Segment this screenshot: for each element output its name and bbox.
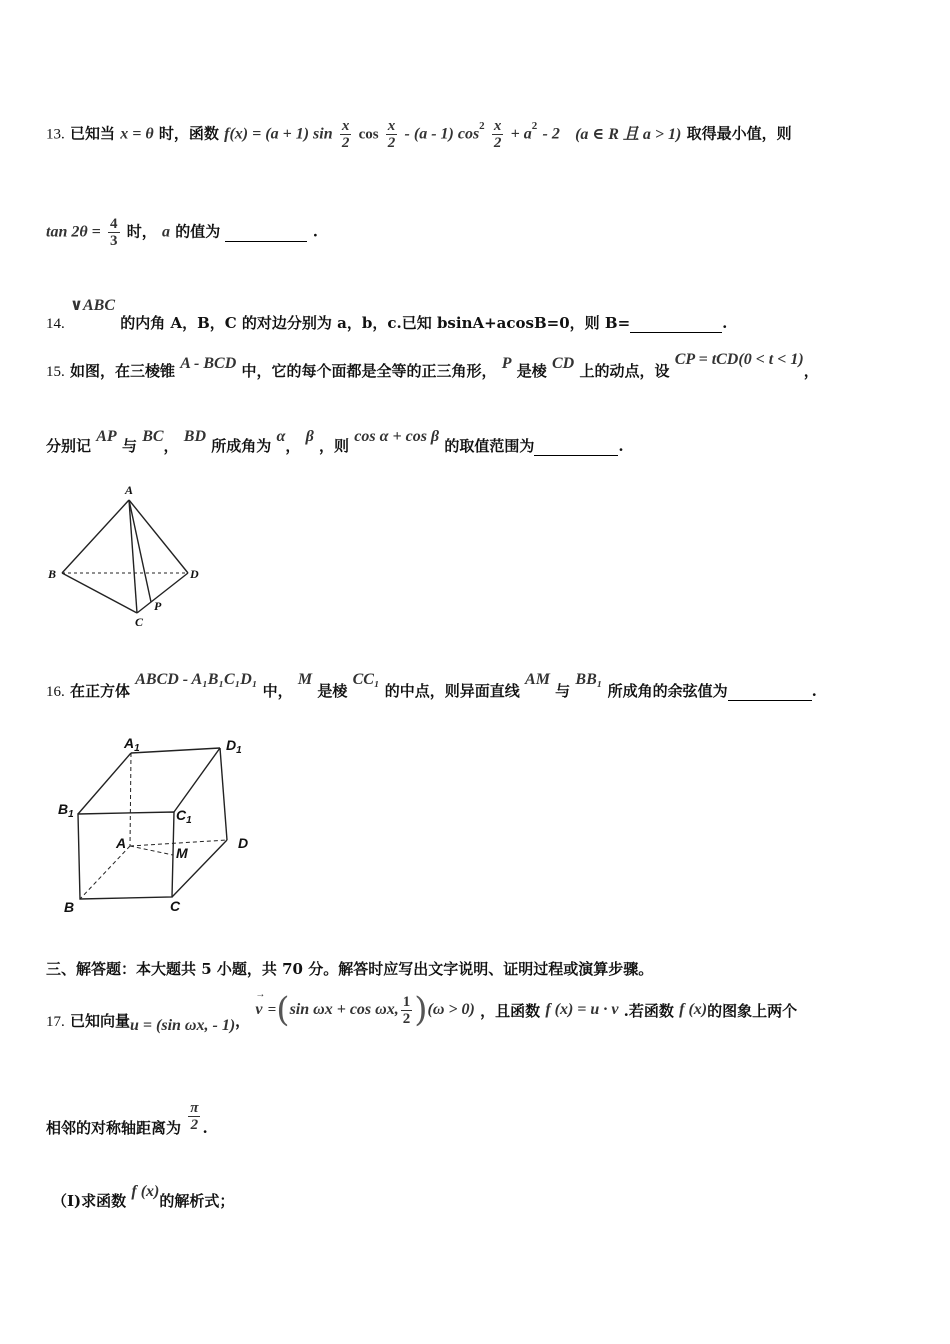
- q15-ap: AP: [96, 428, 117, 445]
- q17-pi-frac: $\frac{\pi}{2}$: [190, 1100, 199, 1133]
- q13-func: f(x) = (a + 1) sin: [224, 125, 333, 143]
- edge-AA1: [130, 753, 131, 846]
- label-A: A: [125, 483, 134, 497]
- q16-t4: 的中点，则异面直线: [384, 682, 520, 700]
- q13-number: 13.: [46, 126, 65, 143]
- label-C: C: [170, 898, 181, 914]
- q15-alpha: α: [276, 428, 286, 445]
- q13-line1: [46, 118, 792, 151]
- q17-part1-text: （Ⅰ)求函数: [52, 1192, 127, 1210]
- label-D: D: [190, 567, 199, 581]
- q15-p: P: [501, 355, 512, 372]
- q13-value: 的值为: [175, 222, 221, 241]
- q15-pyramid: A - BCD: [180, 355, 237, 372]
- q13-minus2: - 2: [542, 125, 560, 143]
- label-D: D: [238, 835, 249, 851]
- q13-cos: cos: [358, 126, 379, 143]
- q16-bb1: BB₁: [575, 671, 603, 688]
- q17-t5: 相邻的对称轴距离为: [46, 1118, 182, 1137]
- label-C: C: [135, 615, 144, 629]
- label-P: P: [154, 599, 162, 613]
- q17-part1: [52, 1180, 235, 1210]
- q17-eq: =: [267, 1002, 277, 1018]
- q14-blank: [630, 314, 722, 333]
- q17-t4: 的图象上两个: [707, 1002, 798, 1020]
- q13-tan: tan 2θ =: [46, 223, 101, 241]
- q14-number: 14.: [46, 316, 65, 332]
- q13-minus-part: - (a - 1) cos: [404, 125, 480, 143]
- q15-t2: 中，它的每个面都是全等的正三角形，: [241, 362, 497, 380]
- q17-omega: (ω > 0): [427, 1001, 475, 1018]
- q17-t1: 已知向量: [69, 1012, 130, 1030]
- q13-sq2: 2: [531, 119, 538, 132]
- q14-line: [46, 297, 728, 332]
- edge-AB: [62, 500, 129, 573]
- edge-B1A1: [78, 753, 131, 814]
- label-A: A: [116, 835, 127, 851]
- q14-text: 的内角 A，B，C 的对边分别为 a，b，c.已知 bsinA+acosB=0，则 B=: [120, 314, 631, 332]
- tetrahedron-figure: [40, 480, 220, 630]
- q13-shi-hanshu: 时，函数: [158, 124, 219, 143]
- edge-A1D1: [131, 748, 220, 753]
- section3-title: 三、解答题：本大题共 5 小题，共 70 分。解答时应写出文字说明、证明过程或演算步骤。: [46, 960, 654, 978]
- q13-cond: x = θ: [120, 125, 154, 143]
- q15-t1: 如图，在三棱锥: [69, 362, 175, 380]
- q13-shi: 时，: [126, 222, 157, 241]
- q17-t3: .若函数: [623, 1002, 674, 1020]
- q17-number: 17.: [46, 1014, 65, 1030]
- q17-half: $\frac{1}{2}$: [402, 993, 411, 1027]
- q13-frac2: $\frac{x}{2}$: [387, 118, 396, 151]
- label-B: B: [64, 899, 75, 915]
- edge-CD: [137, 573, 188, 613]
- label-C1: $C_1$: [176, 807, 192, 826]
- q13-frac-43: $\frac{4}{3}$: [110, 216, 118, 249]
- label-D1: $D_1$: [226, 737, 242, 756]
- q13-end: .: [312, 222, 318, 241]
- q16-m: M: [297, 671, 313, 688]
- q15-t5: 分别记: [46, 437, 92, 455]
- q17-line2: [46, 1100, 208, 1137]
- q15-ze: ，则: [319, 437, 350, 455]
- q17-u: u = (sin ωx, - 1): [130, 1017, 236, 1034]
- q15-line1: [46, 351, 819, 380]
- edge-BC: [62, 573, 137, 613]
- q15-bd: BD: [183, 428, 207, 445]
- q17-v-inner: sin ωx + cos ωx,: [289, 1001, 399, 1018]
- q17-part1-fx: f (x): [131, 1183, 160, 1200]
- q15-number: 15.: [46, 364, 65, 380]
- q15-bc: BC: [142, 428, 164, 445]
- label-B1: $B_1$: [58, 801, 74, 820]
- q15-cd: CD: [552, 355, 575, 372]
- q15-yu: 与: [121, 437, 137, 455]
- q15-blank: [534, 437, 618, 456]
- q15-beta: β: [305, 428, 314, 445]
- edge-AB: [80, 846, 130, 899]
- q17-end: .: [202, 1118, 208, 1137]
- q17-line1: 17. 已知向量u = (sin ωx, - 1)， → v =(sin ωx + cos ωx, $\frac{1}{2}$ )(ω > 0) ，且函数 f (x) = u · v .若函数 f (x)的图象上两个: [46, 989, 798, 1034]
- q17-comma: ，: [235, 1012, 251, 1030]
- label-M: M: [176, 845, 188, 861]
- q16-t1: 在正方体: [69, 682, 130, 700]
- q15-t3: 是棱: [516, 362, 547, 380]
- q13-result: 取得最小值，则: [686, 124, 792, 143]
- q17-part1-end: 的解析式；: [159, 1192, 235, 1210]
- q15-expr: cos α + cos β: [354, 428, 440, 445]
- q16-t5: 所成角的余弦值为: [607, 682, 728, 700]
- edge-AD: [129, 500, 188, 573]
- q15-range: (0 < t < 1): [738, 351, 804, 368]
- q13-sq: 2: [479, 119, 485, 132]
- q16-t3: 是棱: [317, 682, 348, 700]
- q15-t6: 所成角为: [211, 437, 272, 455]
- q16-t2: 中，: [262, 682, 293, 700]
- edge-C1D1: [174, 748, 220, 812]
- q17-v: → v: [255, 989, 266, 1018]
- q17-t2: ，且函数: [480, 1002, 541, 1020]
- q15-t7: 的取值范围为: [444, 437, 535, 455]
- cube-figure: [52, 730, 272, 920]
- q14-end: .: [722, 314, 728, 332]
- q16-line: [46, 668, 817, 700]
- q16-am: AM: [525, 671, 550, 688]
- q16-number: 16.: [46, 684, 65, 700]
- q14-triangle: ∨ABC: [69, 297, 115, 314]
- q13-blank: [225, 223, 307, 242]
- q13-intro: 已知当: [69, 124, 115, 143]
- q17-fx: f (x): [679, 1001, 708, 1018]
- edge-DD1: [220, 748, 227, 840]
- q16-yu: 与: [555, 682, 571, 700]
- q15-cond: CP = tCD: [674, 351, 739, 368]
- q13-line2: [46, 216, 318, 249]
- q16-end: .: [811, 682, 817, 700]
- q15-comma: ，: [803, 362, 819, 380]
- label-A1: $A_1$: [124, 735, 140, 754]
- q13-a: a: [161, 223, 170, 241]
- cube-front-face: [78, 812, 174, 899]
- segment-AM: [130, 846, 173, 855]
- q17-f: f (x) = u · v: [545, 1001, 619, 1018]
- q15-end: .: [618, 437, 624, 455]
- q13-frac1: $\frac{x}{2}$: [341, 118, 350, 151]
- q15-line2: 分别记 AP 与 BC， BD 所成角为 α， β ，则 cos α + cos β 的取值范围为 .: [46, 428, 624, 455]
- q16-cc1: CC₁: [352, 671, 380, 688]
- q16-blank: [728, 682, 812, 701]
- q13-frac3: $\frac{x}{2}$: [493, 118, 502, 151]
- q13-plus-a: + a: [510, 125, 532, 143]
- q13-domain: (a ∈ R 且 a > 1): [575, 125, 682, 143]
- q15-t4: 上的动点，设: [579, 362, 670, 380]
- q16-cube: ABCD - A₁B₁C₁D₁: [135, 671, 258, 688]
- label-B: B: [48, 567, 57, 581]
